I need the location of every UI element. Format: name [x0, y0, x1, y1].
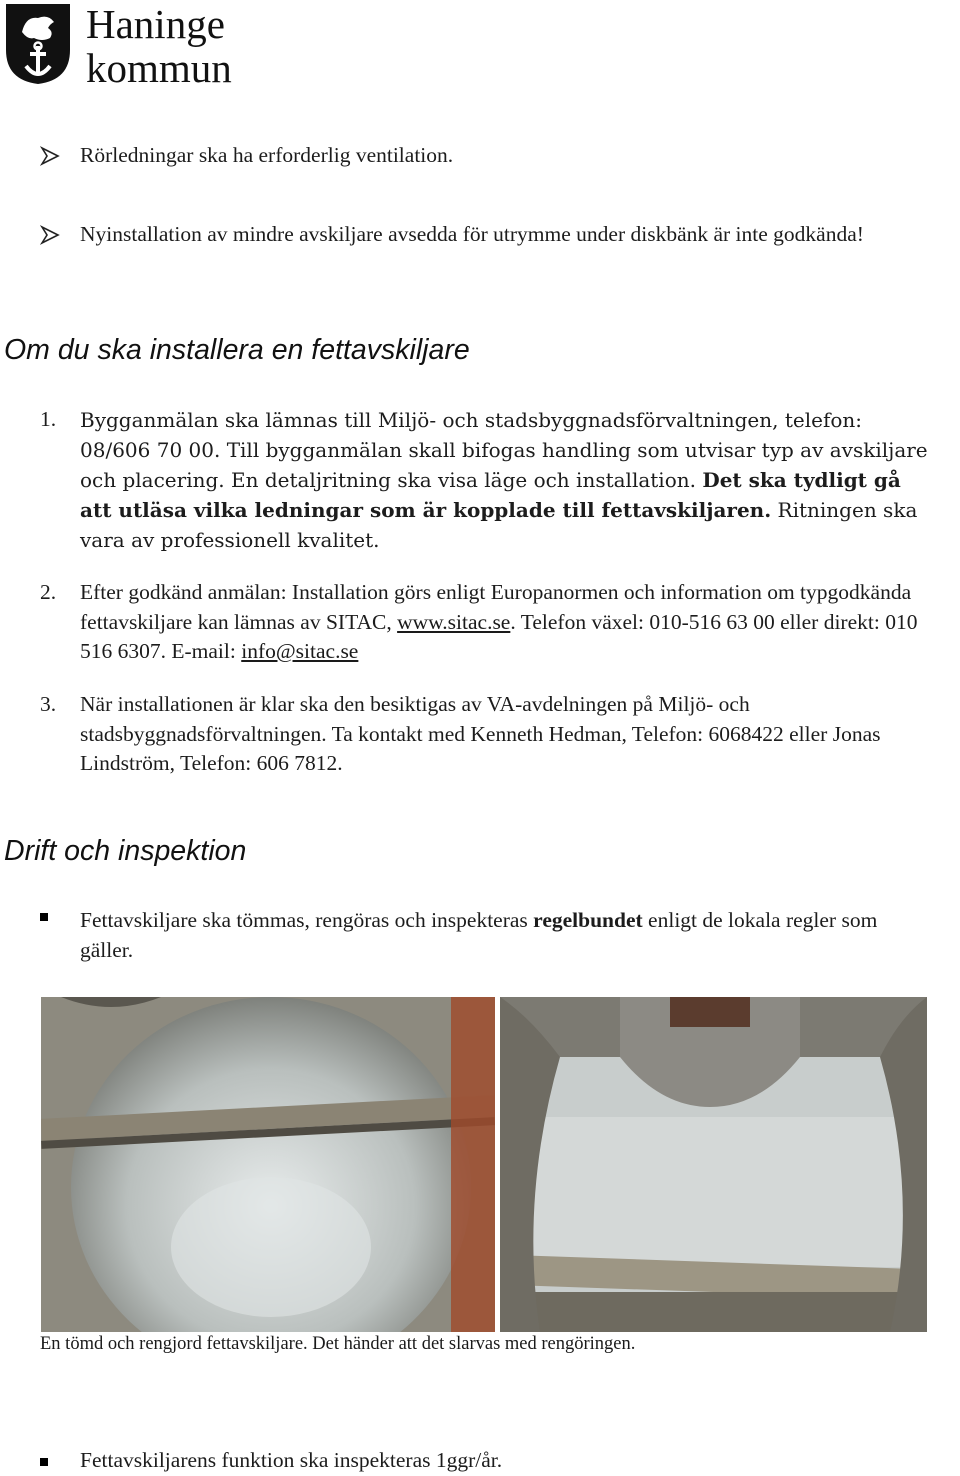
- photo-caption: En tömd och rengjord fettavskiljare. Det händer att det slarvas med rengöringen.: [40, 1334, 636, 1354]
- list-number: 3.: [40, 692, 57, 716]
- bullet-small-separators: Nyinstallation av mindre avskiljare avsedda för utrymme under diskbänk är inte godkända!: [80, 222, 864, 246]
- bullet-inspection: Fettavskiljarens funktion ska inspekteras 1ggr/år.: [80, 1448, 503, 1472]
- bullet1-text-b: enligt de lokala regler som gäller.: [80, 908, 878, 962]
- photo-cleaned-separator: [41, 997, 495, 1332]
- sitac-email-link[interactable]: info@sitac.se: [241, 639, 359, 663]
- square-bullet-icon: [40, 913, 48, 921]
- arrow-bullet-icon: [40, 146, 60, 166]
- bullet-ventilation: Rörledningar ska ha erforderlig ventilation.: [80, 143, 454, 167]
- item1-text-bold: Det ska tydligt gå att utläsa vilka ledningar som är kopplade till fettavskiljaren.: [80, 468, 901, 522]
- arrow-bullet-icon: [40, 225, 60, 245]
- list-item-2: [80, 578, 950, 667]
- item1-text-a: Bygganmälan ska lämnas till Miljö- och stadsbyggnadsförvaltningen, telefon: 08/606 70 00. Till bygganmälan skall bifogas handling som utvisar typ av avskiljare och placering. En detaljritning ska visa läge och installation.: [80, 408, 928, 492]
- municipal-coat-of-arms-icon: [4, 2, 72, 86]
- photo-dirty-separator: [500, 997, 927, 1332]
- municipality-logo: [4, 1, 264, 91]
- bullet1-text-bold: regelbundet: [533, 908, 643, 932]
- org-name-line2: kommun: [86, 45, 232, 91]
- item2-text-b: . Telefon växel: 010-516 63 00 eller direkt: 010 516 6307. E-mail:: [80, 609, 918, 663]
- org-name-line1: Haninge: [86, 1, 225, 47]
- item2-text-a: Efter godkänd anmälan: Installation görs enligt Europanormen och information om typgodkända fettavskiljare kan lämnas av SITAC,: [80, 580, 912, 634]
- section-heading-operation: Drift och inspektion: [4, 835, 247, 867]
- list-item-1: [80, 405, 930, 555]
- bullet1-text-a: Fettavskiljare ska tömmas, rengöras och inspekteras: [80, 908, 528, 932]
- square-bullet-icon: [40, 1458, 48, 1466]
- bullet-emptying: [80, 906, 920, 965]
- sitac-website-link[interactable]: www.sitac.se: [397, 609, 511, 634]
- list-number: 2.: [40, 580, 57, 604]
- section-heading-install: Om du ska installera en fettavskiljare: [4, 334, 470, 366]
- item1-text-b: Ritningen ska vara av professionell kvalitet.: [80, 498, 918, 552]
- list-number: 1.: [40, 407, 57, 431]
- list-item-3: När installationen är klar ska den besiktigas av VA-avdelningen på Miljö- och stadsbyggnadsförvaltningen. Ta kontakt med Kenneth Hedman, Telefon: 6068422 eller Jonas Lindström, Telefon: 606 7812.: [80, 692, 881, 775]
